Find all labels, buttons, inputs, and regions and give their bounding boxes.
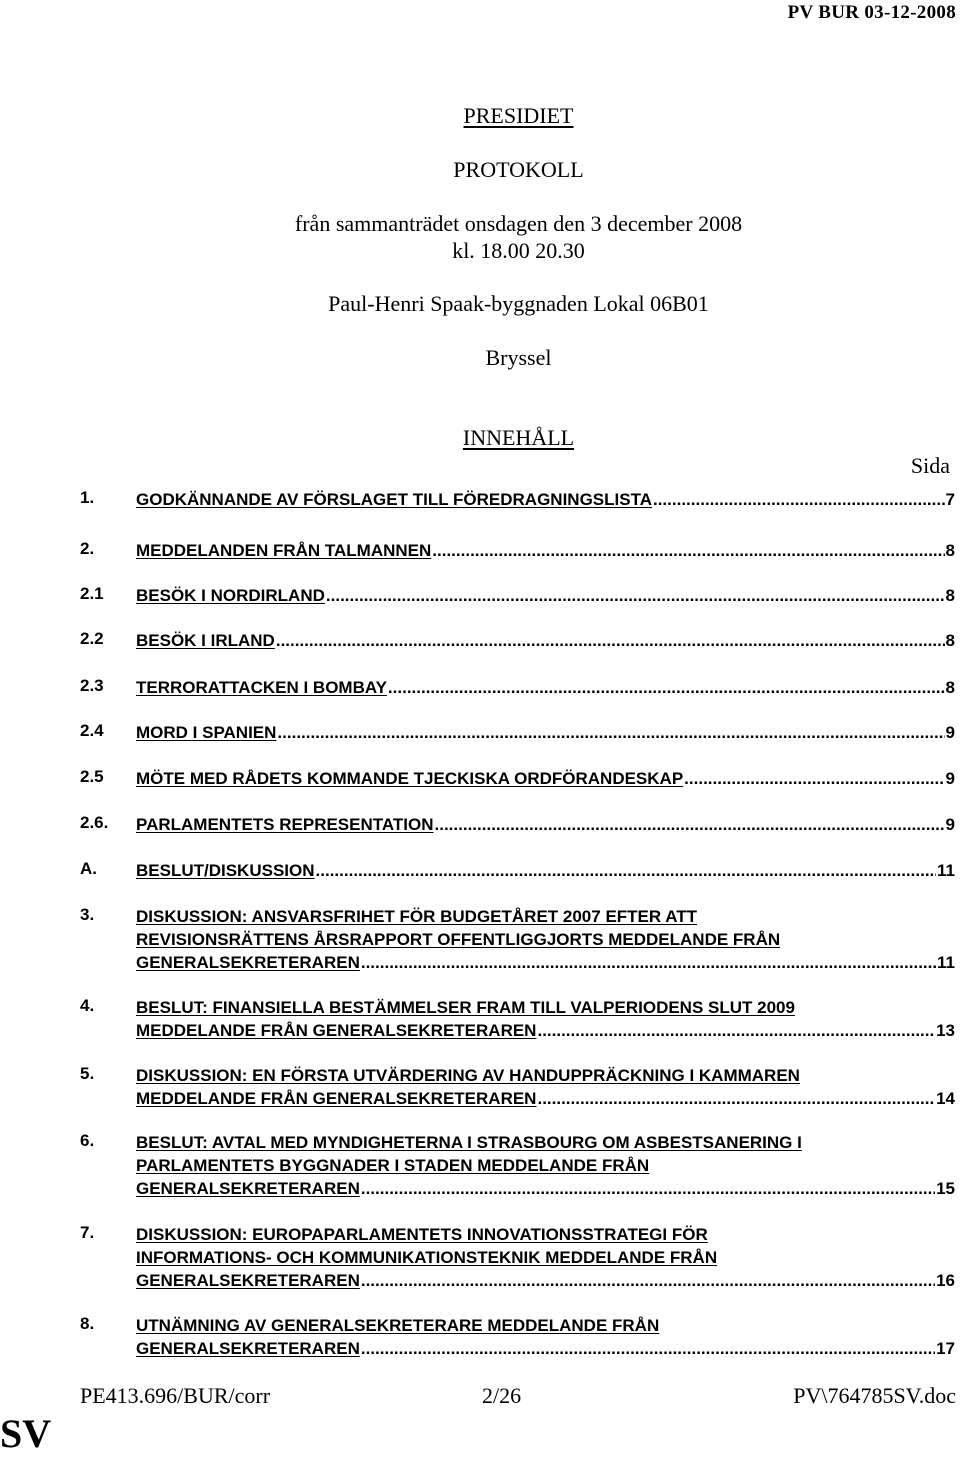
toc-title-text[interactable]: BESLUT/DISKUSSION bbox=[136, 861, 315, 880]
toc-page-number: 9 bbox=[945, 769, 955, 788]
toc-number: 2.2 bbox=[80, 629, 104, 648]
toc-leader-dots bbox=[684, 767, 944, 790]
toc-title-line bbox=[136, 721, 955, 744]
toc-title-text[interactable]: MEDDELANDE FRÅN GENERALSEKRETERAREN bbox=[136, 1089, 537, 1108]
toc-title bbox=[136, 859, 955, 882]
toc-title-text[interactable]: MORD I SPANIEN bbox=[136, 723, 277, 742]
toc-title-line bbox=[136, 584, 955, 607]
toc-leader-dots bbox=[537, 1087, 935, 1110]
toc-number: 2.3 bbox=[80, 676, 104, 695]
toc-leader-dots bbox=[326, 584, 945, 607]
toc-title-text[interactable]: INFORMATIONS- OCH KOMMUNIKATIONSTEKNIK MEDDELANDE FRÅN bbox=[136, 1248, 718, 1267]
toc-title-text[interactable]: GENERALSEKRETERAREN bbox=[136, 1179, 360, 1198]
toc-title-line bbox=[136, 1314, 955, 1337]
toc-leader-dots bbox=[316, 859, 936, 882]
toc-title bbox=[136, 1223, 955, 1292]
toc-title-line bbox=[136, 1337, 955, 1360]
toc-leader-dots bbox=[537, 1019, 935, 1042]
toc-page-number: 8 bbox=[945, 541, 955, 560]
toc-title bbox=[136, 767, 955, 790]
toc-leader-dots bbox=[435, 813, 945, 836]
meeting-date: från sammanträdet onsdagen den 3 december 2008 bbox=[294, 211, 743, 236]
toc-number: A. bbox=[80, 859, 97, 878]
toc-number: 8. bbox=[80, 1314, 95, 1333]
toc-title bbox=[136, 813, 955, 836]
toc-title-line bbox=[136, 905, 955, 928]
body-title: PRESIDIET bbox=[463, 103, 574, 128]
toc-title-text[interactable]: MEDDELANDE FRÅN GENERALSEKRETERAREN bbox=[136, 1021, 537, 1040]
toc-title bbox=[136, 721, 955, 744]
toc-page-number: 17 bbox=[936, 1339, 955, 1358]
toc-title-text[interactable]: BESLUT: FINANSIELLA BESTÄMMELSER FRAM TILL VALPERIODENS SLUT 2009 bbox=[136, 998, 795, 1017]
toc-title-text[interactable]: GODKÄNNANDE AV FÖRSLAGET TILL FÖREDRAGNINGSLISTA bbox=[136, 490, 652, 509]
toc-leader-dots bbox=[653, 488, 945, 511]
toc-title bbox=[136, 539, 955, 562]
toc-number: 2.6. bbox=[80, 813, 109, 832]
toc-leader-dots bbox=[361, 1177, 935, 1200]
toc-title-line bbox=[136, 1019, 955, 1042]
toc-title-line bbox=[136, 767, 955, 790]
toc-page-number: 9 bbox=[945, 723, 955, 742]
toc-title-text[interactable]: DISKUSSION: EN FÖRSTA UTVÄRDERING AV HANDUPPRÄCKNING I KAMMAREN bbox=[136, 1066, 800, 1085]
toc-title bbox=[136, 629, 955, 652]
contents-heading: INNEHÅLL bbox=[462, 425, 575, 450]
toc-number: 5. bbox=[80, 1064, 95, 1083]
toc-title-line bbox=[136, 629, 955, 652]
toc-title-text[interactable]: GENERALSEKRETERAREN bbox=[136, 1339, 360, 1358]
toc-title-line bbox=[136, 488, 955, 511]
toc-title-text[interactable]: PARLAMENTETS BYGGNADER I STADEN MEDDELANDE FRÅN bbox=[136, 1156, 650, 1175]
toc-title-text[interactable]: UTNÄMNING AV GENERALSEKRETERARE MEDDELANDE FRÅN bbox=[136, 1316, 660, 1335]
toc-title-line bbox=[136, 676, 955, 699]
toc-number: 2.1 bbox=[80, 584, 104, 603]
toc-title-line bbox=[136, 813, 955, 836]
meeting-city: Bryssel bbox=[485, 345, 552, 370]
footer-filename: PV\764785SV.doc bbox=[793, 1383, 956, 1408]
toc-number: 7. bbox=[80, 1223, 95, 1242]
toc-title-text[interactable]: MÖTE MED RÅDETS KOMMANDE TJECKISKA ORDFÖRANDESKAP bbox=[136, 769, 684, 788]
toc-title-line bbox=[136, 1269, 955, 1292]
toc-title bbox=[136, 1064, 955, 1110]
toc-title bbox=[136, 905, 955, 974]
toc-title-text[interactable]: GENERALSEKRETERAREN bbox=[136, 1271, 360, 1290]
toc-title-line bbox=[136, 1177, 955, 1200]
toc-leader-dots bbox=[361, 1337, 935, 1360]
toc-title-line bbox=[136, 996, 955, 1019]
toc-title-text[interactable]: REVISIONSRÄTTENS ÅRSRAPPORT OFFENTLIGGJORTS MEDDELANDE FRÅN bbox=[136, 930, 781, 949]
toc-page-number: 15 bbox=[936, 1179, 955, 1198]
toc-page-number: 7 bbox=[945, 490, 955, 509]
toc-title bbox=[136, 996, 955, 1042]
toc-number: 2.5 bbox=[80, 767, 104, 786]
toc-number: 3. bbox=[80, 905, 95, 924]
toc-title-line bbox=[136, 859, 955, 882]
toc-title bbox=[136, 1314, 955, 1360]
toc-title bbox=[136, 1131, 955, 1200]
toc-leader-dots bbox=[361, 951, 936, 974]
toc-title-text[interactable]: DISKUSSION: EUROPAPARLAMENTETS INNOVATIONSSTRATEGI FÖR bbox=[136, 1225, 708, 1244]
toc-page-number: 13 bbox=[936, 1021, 955, 1040]
toc-title-line bbox=[136, 1154, 955, 1177]
toc-page-number: 8 bbox=[945, 631, 955, 650]
toc-title-text[interactable]: DISKUSSION: ANSVARSFRIHET FÖR BUDGETÅRET 2007 EFTER ATT bbox=[136, 907, 698, 926]
toc-page-number: 16 bbox=[936, 1271, 955, 1290]
toc-title-line bbox=[136, 928, 955, 951]
toc-title-line bbox=[136, 1223, 955, 1246]
toc-leader-dots bbox=[388, 676, 945, 699]
toc-title-line bbox=[136, 1087, 955, 1110]
toc-title-text[interactable]: TERRORATTACKEN I BOMBAY bbox=[136, 678, 387, 697]
toc-page-number: 11 bbox=[937, 953, 955, 972]
document-reference: PV BUR 03-12-2008 bbox=[787, 2, 956, 23]
language-tag: SV bbox=[0, 1411, 52, 1456]
meeting-time: kl. 18.00 20.30 bbox=[452, 238, 585, 263]
toc-title-text[interactable]: PARLAMENTETS REPRESENTATION bbox=[136, 815, 434, 834]
toc-leader-dots bbox=[432, 539, 944, 562]
toc-page-number: 9 bbox=[945, 815, 955, 834]
toc-title bbox=[136, 488, 955, 511]
toc-page-number: 11 bbox=[937, 861, 955, 880]
toc-title bbox=[136, 584, 955, 607]
footer-page-number: 2/26 bbox=[482, 1383, 522, 1408]
toc-number: 4. bbox=[80, 996, 95, 1015]
toc-number: 2. bbox=[80, 539, 95, 558]
toc-title-text[interactable]: BESLUT: AVTAL MED MYNDIGHETERNA I STRASBOURG OM ASBESTSANERING I bbox=[136, 1133, 802, 1152]
toc-number: 2.4 bbox=[80, 721, 104, 740]
toc-title-text[interactable]: BESÖK I NORDIRLAND bbox=[136, 586, 325, 605]
toc-leader-dots bbox=[277, 721, 944, 744]
toc-title-line bbox=[136, 1246, 955, 1269]
toc-title-line bbox=[136, 1131, 955, 1154]
toc-title bbox=[136, 676, 955, 699]
toc-title-text[interactable]: GENERALSEKRETERAREN bbox=[136, 953, 360, 972]
meeting-location: Paul-Henri Spaak-byggnaden Lokal 06B01 bbox=[328, 291, 709, 316]
toc-leader-dots bbox=[361, 1269, 935, 1292]
page-column-heading: Sida bbox=[910, 453, 950, 478]
document-type: PROTOKOLL bbox=[453, 157, 584, 182]
toc-number: 1. bbox=[80, 488, 95, 507]
toc-title-line bbox=[136, 951, 955, 974]
toc-number: 6. bbox=[80, 1131, 95, 1150]
footer-reference: PE413.696/BUR/corr bbox=[80, 1383, 271, 1408]
toc-title-line bbox=[136, 1064, 955, 1087]
toc-page-number: 8 bbox=[945, 678, 955, 697]
toc-page-number: 8 bbox=[945, 586, 955, 605]
toc-title-text[interactable]: MEDDELANDEN FRÅN TALMANNEN bbox=[136, 541, 432, 560]
toc-title-line bbox=[136, 539, 955, 562]
toc-title-text[interactable]: BESÖK I IRLAND bbox=[136, 631, 275, 650]
toc-page-number: 14 bbox=[936, 1089, 955, 1108]
toc-leader-dots bbox=[276, 629, 945, 652]
